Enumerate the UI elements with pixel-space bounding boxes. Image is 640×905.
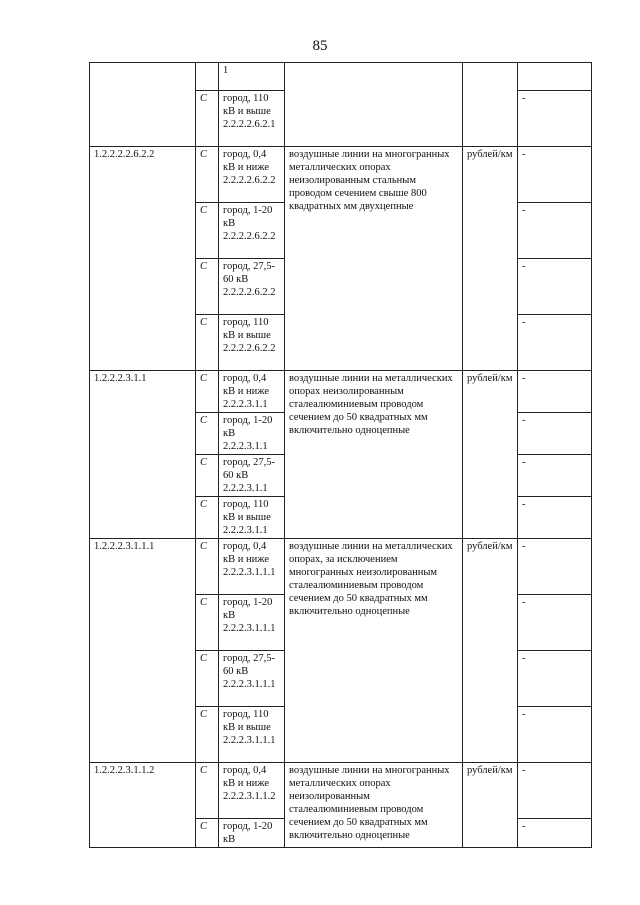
row-value: - — [518, 819, 592, 848]
row-name: город, 1-20 кВ — [219, 819, 285, 848]
row-letter: С — [196, 147, 219, 203]
row-letter: С — [196, 259, 219, 315]
row-name: город, 0,4 кВ и ниже 2.2.2.3.1.1 — [219, 371, 285, 413]
table-row — [90, 763, 592, 819]
row-name: город, 110 кВ и выше 2.2.2.3.1.1 — [219, 497, 285, 539]
row-unit: рублей/км — [463, 763, 518, 848]
row-letter: С — [196, 539, 219, 595]
row-letter — [196, 63, 219, 91]
row-letter: С — [196, 707, 219, 763]
row-letter: С — [196, 91, 219, 147]
row-letter: С — [196, 315, 219, 371]
row-letter: С — [196, 819, 219, 848]
row-name: город, 27,5-60 кВ 2.2.2.3.1.1.1 — [219, 651, 285, 707]
row-description — [285, 63, 463, 147]
row-value: - — [518, 147, 592, 203]
row-description: воздушные линии на многогранных металлических опорах неизолированным сталеалюминиевым проводом сечением до 50 квадратных мм включительно одноцепные — [285, 763, 463, 848]
row-unit: рублей/км — [463, 147, 518, 371]
row-code — [90, 63, 196, 147]
row-value: - — [518, 497, 592, 539]
row-letter: С — [196, 763, 219, 819]
row-letter: С — [196, 595, 219, 651]
row-name: город, 0,4 кВ и ниже 2.2.2.3.1.1.1 — [219, 539, 285, 595]
page-number: 85 — [312, 38, 328, 54]
row-code: 1.2.2.2.3.1.1 — [90, 371, 196, 539]
row-value: - — [518, 371, 592, 413]
row-value: - — [518, 203, 592, 259]
row-value: - — [518, 763, 592, 819]
row-value: - — [518, 413, 592, 455]
row-value: - — [518, 707, 592, 763]
row-value: - — [518, 315, 592, 371]
row-letter: С — [196, 371, 219, 413]
row-letter: С — [196, 413, 219, 455]
row-description: воздушные линии на многогранных металлических опорах неизолированным стальным проводом сечением свыше 800 квадратных мм двухцепные — [285, 147, 463, 371]
table-row — [90, 147, 592, 203]
row-letter: С — [196, 203, 219, 259]
row-description: воздушные линии на металлических опорах, за исключением многогранных неизолированным сталеалюминиевым проводом сечением до 50 квадратных мм включительно одноцепные — [285, 539, 463, 763]
tariff-table — [89, 62, 592, 848]
row-name: город, 27,5-60 кВ 2.2.2.3.1.1 — [219, 455, 285, 497]
table-row — [90, 539, 592, 595]
row-unit — [463, 63, 518, 147]
row-value: - — [518, 651, 592, 707]
row-name: город, 110 кВ и выше 2.2.2.3.1.1.1 — [219, 707, 285, 763]
row-description: воздушные линии на металлических опорах неизолированным сталеалюминиевым проводом сечением до 50 квадратных мм включительно одноцепные — [285, 371, 463, 539]
row-value: - — [518, 259, 592, 315]
row-name: город, 1-20 кВ 2.2.2.3.1.1 — [219, 413, 285, 455]
row-letter: С — [196, 651, 219, 707]
row-name: город, 110 кВ и выше 2.2.2.2.6.2.1 — [219, 91, 285, 147]
row-value: - — [518, 539, 592, 595]
row-value — [518, 63, 592, 91]
row-code: 1.2.2.2.3.1.1.1 — [90, 539, 196, 763]
row-unit: рублей/км — [463, 539, 518, 763]
row-value: - — [518, 91, 592, 147]
row-value: - — [518, 455, 592, 497]
table-row — [90, 371, 592, 413]
row-code: 1.2.2.2.2.6.2.2 — [90, 147, 196, 371]
row-value: - — [518, 595, 592, 651]
row-letter: С — [196, 455, 219, 497]
row-name: город, 0,4 кВ и ниже 2.2.2.2.6.2.2 — [219, 147, 285, 203]
row-name: город, 1-20 кВ 2.2.2.3.1.1.1 — [219, 595, 285, 651]
row-name: город, 0,4 кВ и ниже 2.2.2.3.1.1.2 — [219, 763, 285, 819]
table-row — [90, 63, 592, 91]
row-unit: рублей/км — [463, 371, 518, 539]
row-letter: С — [196, 497, 219, 539]
row-name: город, 27,5-60 кВ 2.2.2.2.6.2.2 — [219, 259, 285, 315]
row-name: город, 1-20 кВ 2.2.2.2.6.2.2 — [219, 203, 285, 259]
row-name: город, 110 кВ и выше 2.2.2.2.6.2.2 — [219, 315, 285, 371]
row-code: 1.2.2.2.3.1.1.2 — [90, 763, 196, 848]
row-name: 1 — [219, 63, 285, 91]
